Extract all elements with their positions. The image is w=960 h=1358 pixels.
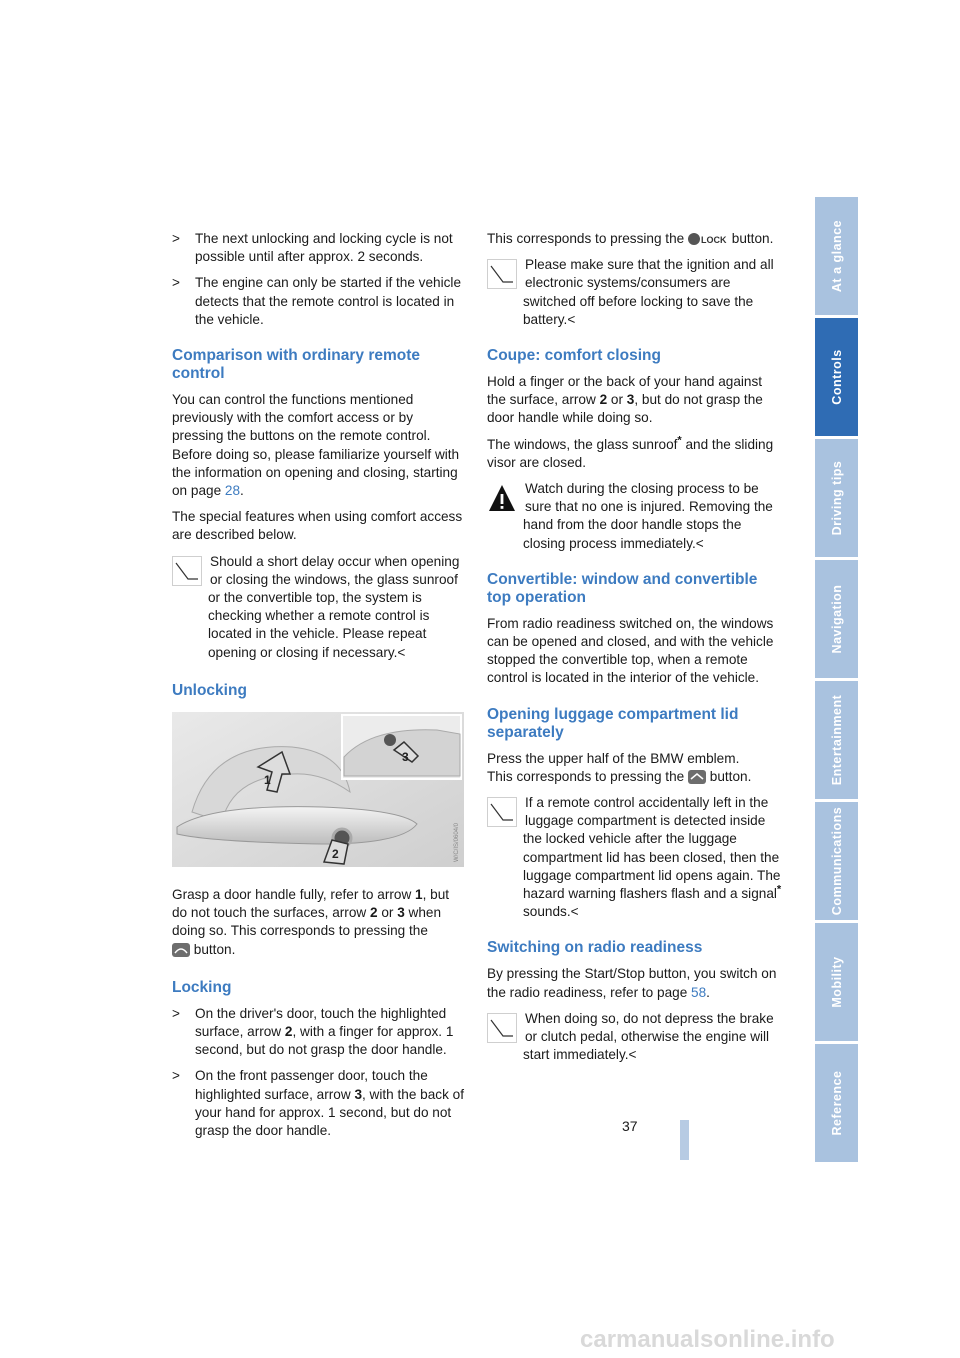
tab-navigation[interactable]: Navigation xyxy=(815,560,858,678)
chapter-tabs xyxy=(815,197,858,1165)
warning-triangle-icon xyxy=(487,483,517,513)
paragraph-windows: The windows, the glass sunroof* and the sliding visor are closed. xyxy=(487,434,774,470)
heading-luggage: Opening luggage compartment lid separately xyxy=(487,705,739,741)
left-column xyxy=(172,230,467,1148)
paragraph-press-button: This corresponds to pressing the button. xyxy=(487,768,752,784)
heading-convertible: Convertible: window and convertible top operation xyxy=(487,570,758,606)
list-item: > On the front passenger door, touch the highlighted surface, arrow 3, with the back of your hand for approx. 1 second, but do not grasp the door handle. xyxy=(172,1068,465,1139)
heading-coupe: Coupe: comfort closing xyxy=(487,347,661,365)
tab-driving-tips[interactable]: Driving tips xyxy=(815,439,858,557)
note-delay: Should a short delay occur when opening or closing the windows, the glass sunroof or the convertible top, the system is checking whether a remote control is located in the vehicle. Please repeat opening or closing if necessary.< xyxy=(172,553,467,662)
tab-reference[interactable]: Reference xyxy=(815,1044,858,1162)
warning-watch: Watch during the closing process to be sure that no one is injured. Removing the hand from the door handle stops the closing process immediately.< xyxy=(487,480,782,553)
unlock-button-icon xyxy=(172,943,190,957)
note-arrow-icon xyxy=(172,556,202,586)
figure-label-2: 2 xyxy=(332,846,339,861)
paragraph-comparison: You can control the functions mentioned previously with the comfort access or by pressing the buttons on the remote control. Before doing so, please familiarize yourself with the information on opening and closing, starting on page 28. xyxy=(172,392,460,499)
page-link-28[interactable]: 28 xyxy=(224,483,241,499)
figure-label-3: 3 xyxy=(402,749,409,764)
lock-button-icon xyxy=(688,232,728,246)
tab-mobility[interactable]: Mobility xyxy=(815,923,858,1041)
tab-entertainment[interactable]: Entertainment xyxy=(815,681,858,799)
optional-asterisk: * xyxy=(677,434,682,447)
footer-watermark: carmanualsonline.info xyxy=(580,1326,835,1353)
optional-asterisk: * xyxy=(776,883,782,896)
list-item: > On the driver's door, touch the highlighted surface, arrow 2, with a finger for approx. 1 second, but do not grasp the door handle. xyxy=(172,1005,454,1058)
page-link-58[interactable]: 58 xyxy=(691,984,707,1000)
right-column xyxy=(487,230,782,1073)
paragraph-hold: Hold a finger or the back of your hand against the surface, arrow 2 or 3, but do not grasp the door handle while doing so. xyxy=(487,374,763,426)
trunk-button-icon xyxy=(688,770,706,784)
paragraph-corresponds: This corresponds to pressing the LOCK button. xyxy=(487,231,774,246)
heading-unlocking: Unlocking xyxy=(172,681,247,699)
note-arrow-icon xyxy=(487,1013,517,1043)
page-marker-bar xyxy=(680,1120,689,1160)
note-luggage: If a remote control accidentally left in the luggage compartment is detected inside the locked vehicle after the luggage compartment lid has been closed, then the luggage compartment lid opens again. The hazard warning flashers flash and a signal* sounds.< xyxy=(487,794,782,921)
tab-controls[interactable]: Controls xyxy=(815,318,858,436)
figure-code: W/C/IS/0604/0 xyxy=(454,822,460,862)
list-item: > The engine can only be started if the vehicle detects that the remote control is located in the vehicle. xyxy=(172,275,462,327)
note-brake: When doing so, do not depress the brake or clutch pedal, otherwise the engine will start immediately.< xyxy=(487,1010,782,1065)
heading-comparison: Comparison with ordinary remote control xyxy=(172,347,421,383)
heading-switching: Switching on radio readiness xyxy=(487,939,703,957)
paragraph-press-upper: Press the upper half of the BMW emblem. xyxy=(487,750,740,766)
door-handle-figure xyxy=(172,712,464,867)
note-arrow-icon xyxy=(487,797,517,827)
note-arrow-icon xyxy=(487,259,517,289)
page-number: 37 xyxy=(622,1118,638,1134)
note-ignition: Please make sure that the ignition and all electronic systems/consumers are switched off before locking to save the battery.< xyxy=(487,256,782,329)
paragraph-start: By pressing the Start/Stop button, you switch on the radio readiness, refer to page 58. xyxy=(487,966,777,1000)
svg-text:LOCK: LOCK xyxy=(701,235,727,246)
tab-at-a-glance[interactable]: At a glance xyxy=(815,197,858,315)
heading-locking: Locking xyxy=(172,978,232,996)
tab-communications[interactable]: Communications xyxy=(815,802,858,920)
paragraph-special: The special features when using comfort access are described below. xyxy=(172,509,463,543)
paragraph-radio: From radio readiness switched on, the windows can be opened and closed, and with the vehicle stopped the convertible top, when a remote control is located in the interior of the vehicle. xyxy=(487,615,774,686)
figure-label-1: 1 xyxy=(264,772,271,787)
list-item: > The next unlocking and locking cycle is not possible until after approx. 2 seconds. xyxy=(172,231,453,265)
paragraph-grasp: Grasp a door handle fully, refer to arrow 1, but do not touch the surfaces, arrow 2 or 3 when doing so. This corresponds to pressing the button. xyxy=(172,887,450,957)
